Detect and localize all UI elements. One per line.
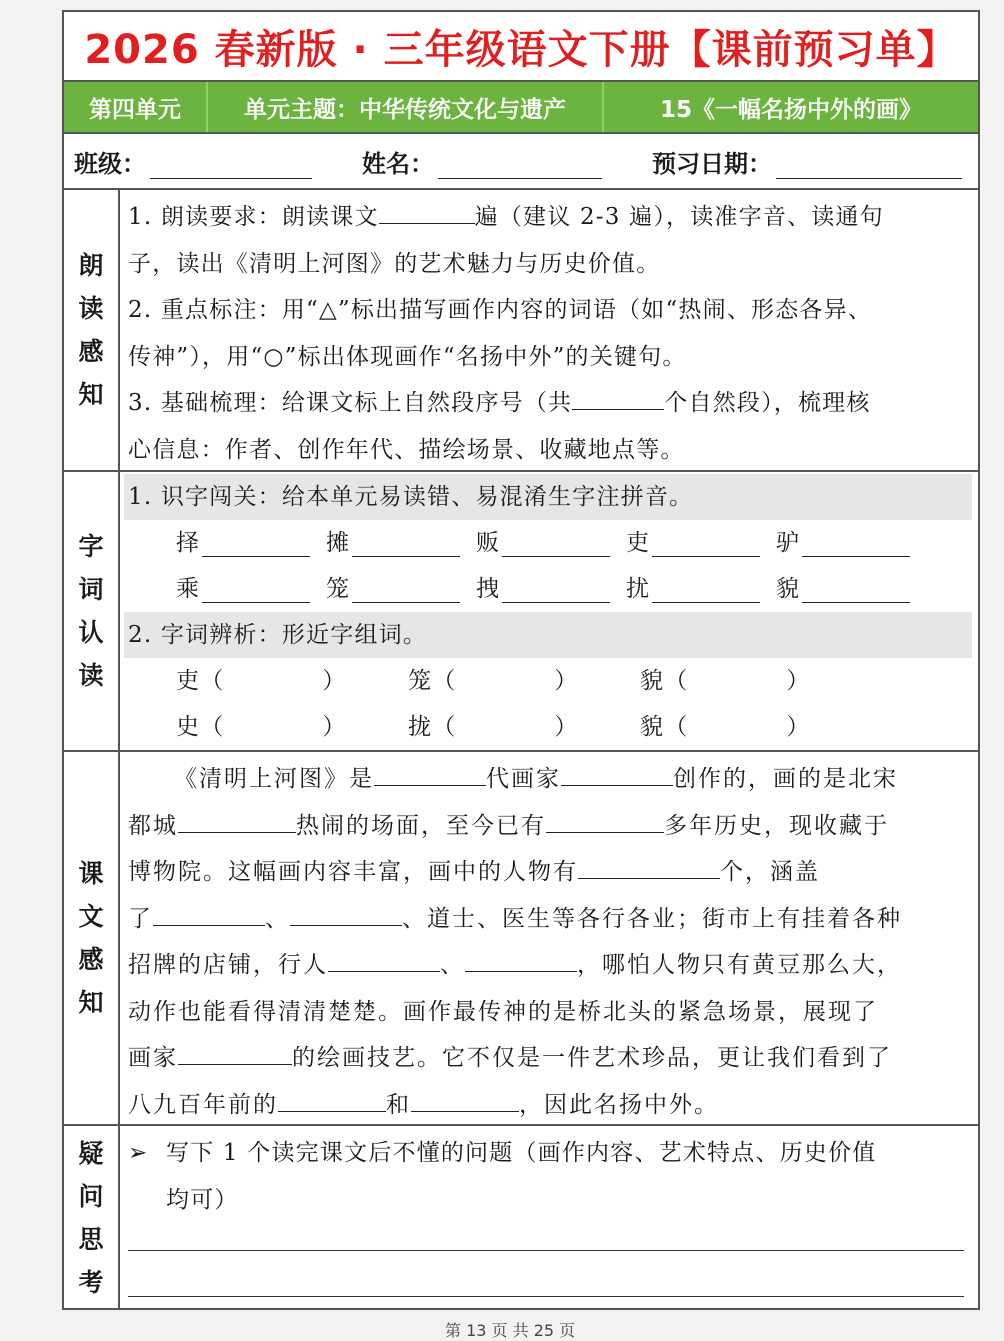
text-line: 《清明上河图》是 代画家 创作的，画的是北宋 <box>128 756 970 803</box>
text-side-label: 课 文 感 知 <box>64 752 120 1124</box>
paragraph-count-blank[interactable] <box>572 380 664 410</box>
fill-blank[interactable] <box>178 803 296 833</box>
text-line: 动作也能看得清清楚楚。画作最传神的是桥北头的紧急场景，展现了 <box>128 998 878 1025</box>
reading-line: 传神”），用“○”标出体现画作“名扬中外”的关键句。 <box>128 343 687 370</box>
class-field <box>74 144 362 179</box>
pinyin-item: 扰 <box>626 566 776 612</box>
name-input[interactable] <box>438 155 602 179</box>
reading-line: 子，读出《清明上河图》的艺术魅力与历史价值。 <box>128 250 661 277</box>
text-line: 都城 热闹的场面，至今已有 多年历史，现收藏于 <box>128 803 970 850</box>
word-pair[interactable]: 笼（ ） <box>408 668 579 694</box>
date-input[interactable] <box>776 155 962 179</box>
reading-line: 2. 重点标注：用“△”标出描写画作内容的词语（如“热闹、形态各异、 <box>128 297 873 323</box>
text-line: 招牌的店铺，行人 、 ，哪怕人物只有黄豆那么大， <box>128 942 970 989</box>
pinyin-blank[interactable] <box>652 575 760 603</box>
question-side-label: 疑 问 思 考 <box>64 1126 120 1308</box>
pinyin-blank[interactable] <box>202 575 310 603</box>
answer-line[interactable] <box>128 1296 964 1297</box>
pinyin-item: 貌 <box>776 566 926 612</box>
pinyin-task-heading: 1. 识字闯关：给本单元易读错、易混淆生字注拼音。 <box>124 474 972 520</box>
words-section <box>64 472 978 752</box>
reading-line: 1. 朗读要求：朗读课文 遍（建议 2-3 遍），读准字音、读通句 <box>128 194 970 241</box>
fill-blank[interactable] <box>578 849 720 879</box>
reading-side-label: 朗 读 感 知 <box>64 190 120 470</box>
text-section <box>64 752 978 1126</box>
page-title: 2026 春新版 · 三年级语文下册【课前预习单】 <box>64 12 978 82</box>
unit-label: 第四单元 <box>64 82 208 132</box>
class-label: 班级： <box>74 149 146 178</box>
pinyin-blank[interactable] <box>502 575 610 603</box>
pinyin-blank[interactable] <box>802 529 910 557</box>
name-label: 姓名： <box>362 149 434 178</box>
pinyin-blank[interactable] <box>502 529 610 557</box>
fill-blank[interactable] <box>546 803 664 833</box>
reading-line: 3. 基础梳理：给课文标上自然段序号（共 个自然段），梳理核 <box>128 380 970 427</box>
fill-blank[interactable] <box>290 896 402 926</box>
student-info-row <box>64 134 978 190</box>
class-input[interactable] <box>150 155 312 179</box>
unit-theme: 单元主题：中华传统文化与遗产 <box>208 82 604 132</box>
text-line: 了 、 、道士、医生等各行各业；街市上有挂着各种 <box>128 896 970 943</box>
text-line: 画家 的绘画技艺。它不仅是一件艺术珍品，更让我们看到了 <box>128 1035 970 1082</box>
pinyin-item: 笼 <box>326 566 476 612</box>
fill-blank[interactable] <box>153 896 265 926</box>
page-footer: 第 13 页 共 25 页 <box>445 1321 576 1340</box>
words-side-label: 字 词 认 读 <box>64 472 120 750</box>
word-pair[interactable]: 史（ ） <box>176 714 347 740</box>
word-pair-row <box>128 704 970 750</box>
fill-blank[interactable] <box>465 942 577 972</box>
fill-blank[interactable] <box>411 1082 519 1112</box>
question-prompt: ➢ 写下 1 个读完课文后不懂的问题（画作内容、艺术特点、历史价值 <box>128 1130 970 1177</box>
date-field <box>652 144 962 179</box>
worksheet <box>62 10 980 1310</box>
pinyin-item: 乘 <box>176 566 326 612</box>
reading-line: 心信息：作者、创作年代、描绘场景、收藏地点等。 <box>128 436 685 463</box>
text-content <box>120 752 978 1124</box>
pinyin-blank[interactable] <box>352 575 460 603</box>
pinyin-item: 拽 <box>476 566 626 612</box>
pinyin-blank[interactable] <box>202 529 310 557</box>
word-pair[interactable]: 貌（ ） <box>640 714 811 740</box>
lesson-header-bar <box>64 82 978 134</box>
fill-blank[interactable] <box>278 1082 386 1112</box>
reading-content <box>120 190 978 470</box>
pinyin-blank[interactable] <box>652 529 760 557</box>
name-field <box>362 144 652 179</box>
fill-blank[interactable] <box>178 1035 292 1065</box>
pinyin-item: 择 <box>176 520 326 566</box>
text-line: 博物院。这幅画内容丰富，画中的人物有 个，涵盖 <box>128 849 970 896</box>
question-prompt-cont: 均可） <box>166 1186 239 1213</box>
pinyin-row <box>128 566 970 612</box>
word-pair[interactable]: 貌（ ） <box>640 668 811 694</box>
arrow-bullet-icon: ➢ <box>128 1140 149 1166</box>
date-label: 预习日期： <box>652 149 772 178</box>
question-content <box>120 1126 978 1308</box>
text-line: 八九百年前的 和 ，因此名扬中外。 <box>128 1082 970 1129</box>
reading-section <box>64 190 978 472</box>
word-pair[interactable]: 拢（ ） <box>408 714 579 740</box>
pinyin-item: 驴 <box>776 520 926 566</box>
pinyin-item: 贩 <box>476 520 626 566</box>
similar-char-task-heading: 2. 字词辨析：形近字组词。 <box>124 612 972 658</box>
pinyin-blank[interactable] <box>352 529 460 557</box>
answer-line[interactable] <box>128 1250 964 1251</box>
fill-blank[interactable] <box>374 756 486 786</box>
word-pair-row <box>128 658 970 704</box>
word-pair[interactable]: 吏（ ） <box>176 668 347 694</box>
words-content <box>120 472 978 750</box>
pinyin-item: 摊 <box>326 520 476 566</box>
read-times-blank[interactable] <box>379 194 475 224</box>
fill-blank[interactable] <box>328 942 440 972</box>
pinyin-blank[interactable] <box>802 575 910 603</box>
question-section <box>64 1126 978 1308</box>
pinyin-row <box>128 520 970 566</box>
pinyin-item: 吏 <box>626 520 776 566</box>
fill-blank[interactable] <box>561 756 673 786</box>
lesson-title: 15《一幅名扬中外的画》 <box>659 96 922 123</box>
